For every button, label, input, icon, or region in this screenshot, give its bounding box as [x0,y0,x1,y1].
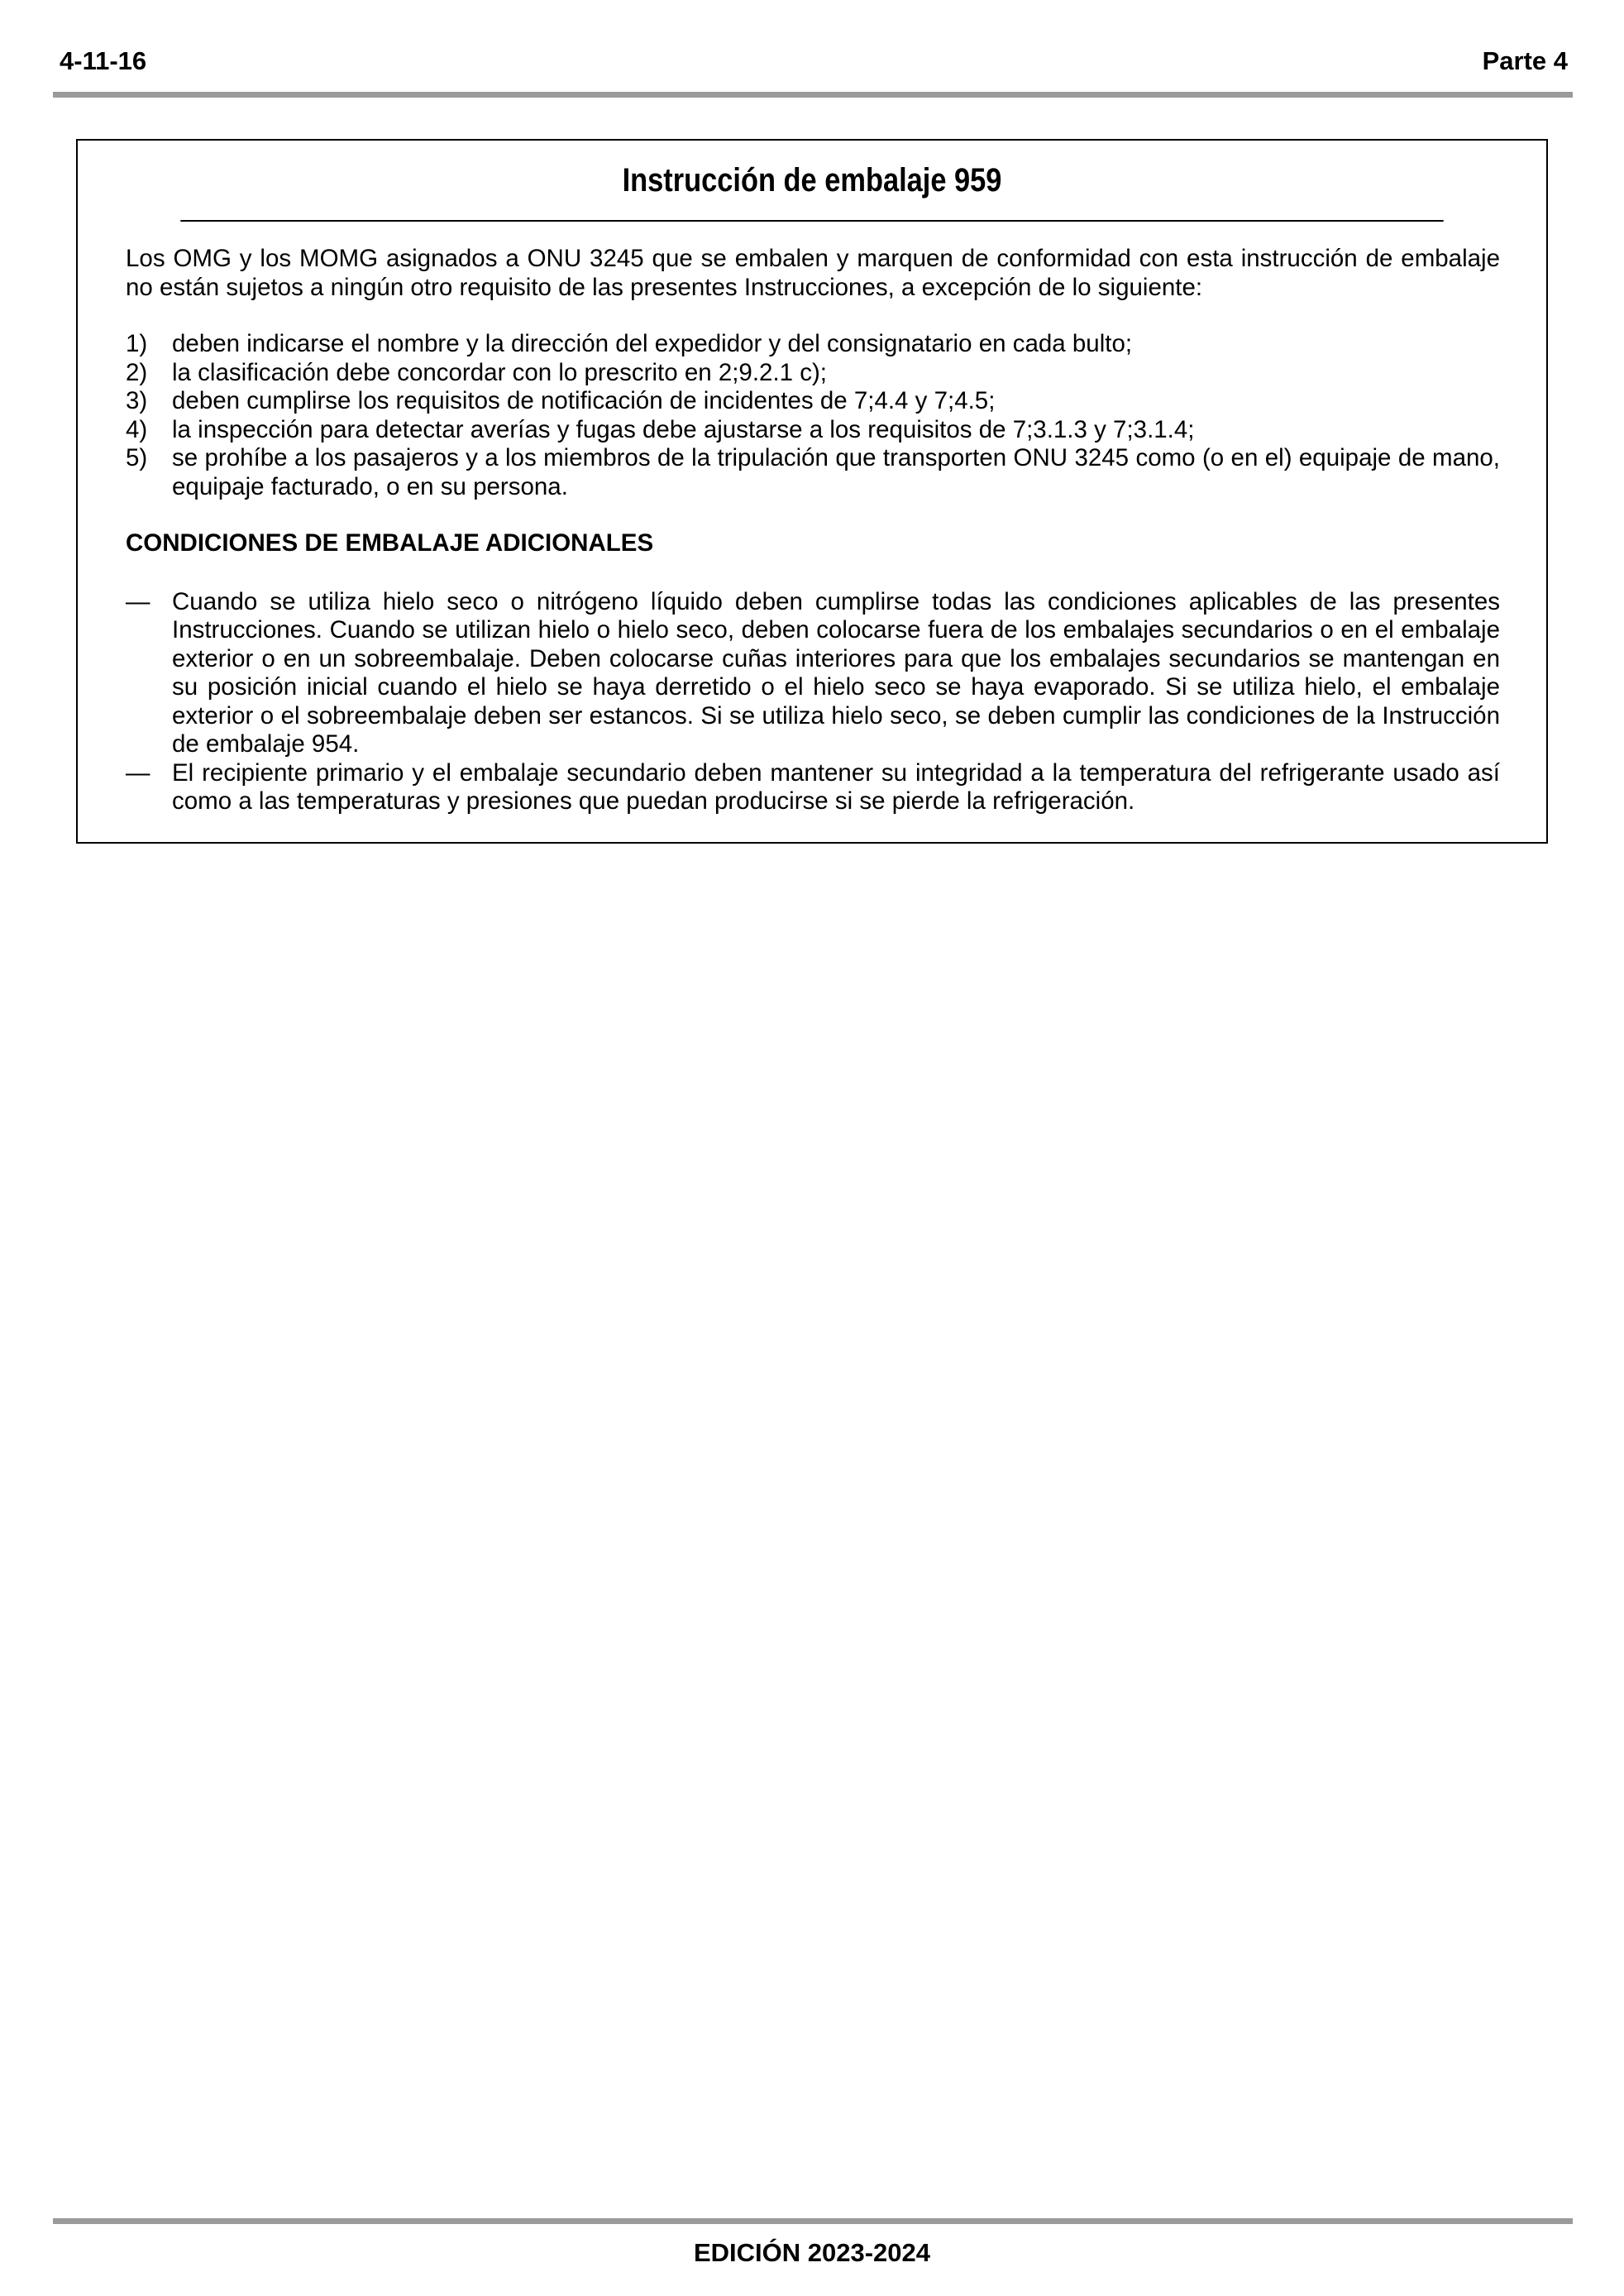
page-header-part: Parte 4 [1482,46,1568,75]
list-item [126,330,1500,359]
requirements-list [126,330,1500,501]
page-footer-edition: EDICIÓN 2023-2024 [693,2238,931,2267]
box-body [78,222,1546,816]
list-item-text: deben cumplirse los requisitos de notificación de incidentes de 7;4.4 y 7;4.5; [172,387,996,414]
box-title: Instrucción de embalaje 959 [180,141,1443,222]
list-item-number: 5) [126,444,148,471]
condition-text: El recipiente primario y el embalaje secundario deben mantener su integridad a la temperatura del refrigerante usado así como a las temperaturas y presiones que puedan producirse si se pierde la refrigeración. [172,758,1500,815]
em-dash-bullet: — [126,587,150,615]
condition-text: Cuando se utiliza hielo seco o nitrógeno líquido deben cumplirse todas las condiciones aplicables de las presentes Instrucciones. Cuando se utilizan hielo o hielo seco, deben colocarse fuera de los embalajes secundarios o en el embalaje exterior o en un sobreembalaje. Deben colocarse cuñas interiores para que los embalajes secundarios se mantengan en su posición inicial cuando el hielo se haya derretido o el hielo seco se haya evaporado. Si se utiliza hielo, el embalaje exterior o el sobreembalaje deben ser estancos. Si se utiliza hielo seco, se deben cumplir las condiciones de la Instrucción de embalaje 954. [172,587,1500,758]
list-item [126,759,1500,816]
list-item-number: 4) [126,415,148,443]
list-item [126,588,1500,759]
list-item-number: 2) [126,358,148,386]
list-item [126,359,1500,388]
intro-paragraph: Los OMG y los MOMG asignados a ONU 3245 que se embalen y marquen de conformidad con esta instrucción de embalaje no están sujetos a ningún otro requisito de las presentes Instrucciones, a excepción de lo siguiente: [126,245,1500,301]
header-rule [53,92,1573,98]
em-dash-bullet: — [126,758,150,787]
list-item-number: 3) [126,387,148,414]
list-item-text: deben indicarse el nombre y la dirección del expedidor y del consignatario en cada bulto; [172,330,1133,357]
footer-rule [53,2218,1573,2224]
conditions-list [126,588,1500,816]
list-item-text: la inspección para detectar averías y fugas debe ajustarse a los requisitos de 7;3.1.3 y 7;3.1.4; [172,415,1195,443]
list-item-text: se prohíbe a los pasajeros y a los miembros de la tripulación que transporten ONU 3245 como (o en el) equipaje de mano, equipaje facturado, o en su persona. [172,444,1500,500]
list-item [126,416,1500,445]
packing-instruction-box [76,139,1548,844]
section-subheading: CONDICIONES DE EMBALAJE ADICIONALES [126,529,654,557]
page-header-date: 4-11-16 [60,46,147,75]
list-item [126,444,1500,501]
list-item [126,387,1500,416]
list-item-number: 1) [126,330,148,357]
list-item-text: la clasificación debe concordar con lo prescrito en 2;9.2.1 c); [172,358,828,386]
